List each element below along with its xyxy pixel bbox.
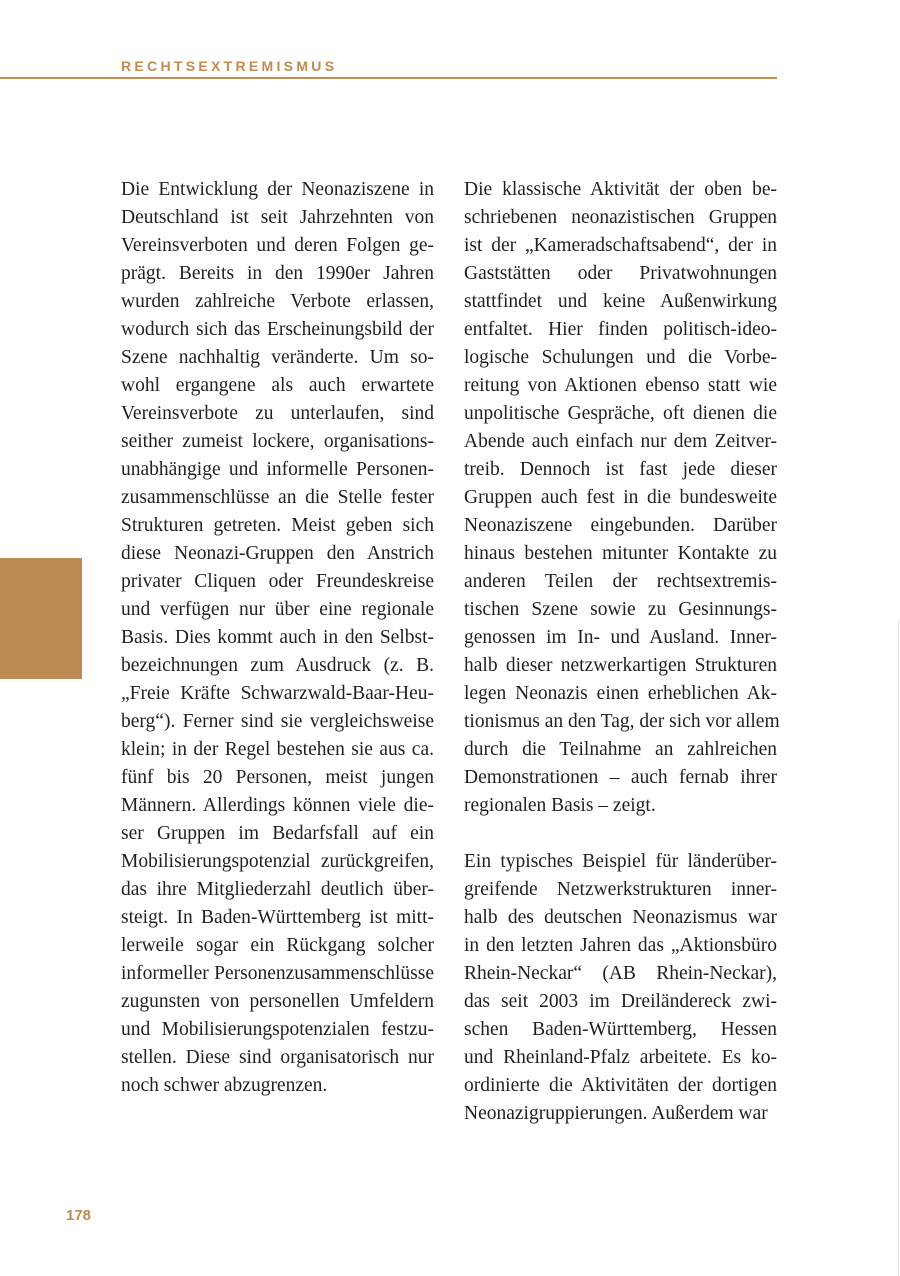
text-line: hinaus bestehen mitunter Kontakte zu [464,543,777,564]
text-line: lerweile sogar ein Rückgang solcher [121,935,434,956]
text-line: seither zumeist lockere, organisations- [121,431,434,452]
text-line: das seit 2003 im Dreiländereck zwi- [464,991,777,1012]
text-line: Die klassische Aktivität der oben be- [464,179,777,200]
text-line: privater Cliquen oder Freundeskreise [121,571,434,592]
text-line: ist der „Kameradschaftsabend“, der in [464,235,777,256]
right-column [464,176,780,1128]
text-line: entfaltet. Hier finden politisch-ideo- [464,319,777,340]
paragraph [464,176,780,820]
text-line: legen Neonazis einen erheblichen Ak- [464,683,777,704]
text-line: Rhein-Neckar“ (AB Rhein-Neckar), [464,963,777,984]
left-column [121,176,434,1100]
text-line: ser Gruppen im Bedarfsfall auf ein [121,823,434,844]
text-line: zusammenschlüsse an die Stelle fester [121,487,434,508]
text-line: stattfindet und keine Außenwirkung [464,291,777,312]
text-line: wodurch sich das Erscheinungsbild der [121,319,434,340]
text-line: schen Baden-Württemberg, Hessen [464,1019,777,1040]
text-line: Vereinsverbote zu unterlaufen, sind [121,403,434,424]
chapter-tab-marker [0,558,82,679]
text-line: durch die Teilnahme an zahlreichen [464,739,777,760]
text-line: reitung von Aktionen ebenso statt wie [464,375,777,396]
text-line: halb dieser netzwerkartigen Strukturen [464,655,777,676]
text-line: Neonaziszene eingebunden. Darüber [464,515,777,536]
text-line: in den letzten Jahren das „Aktionsbüro [464,935,777,956]
text-line: „Freie Kräfte Schwarzwald-Baar-Heu- [121,683,434,704]
text-line: Strukturen getreten. Meist geben sich [121,515,434,536]
paragraph [464,848,777,1128]
text-line: anderen Teilen der rechtsextremis- [464,571,777,592]
text-line: greifende Netzwerkstrukturen inner- [464,879,777,900]
text-line: Die Entwicklung der Neonaziszene in [121,179,434,200]
text-line: informeller Personenzusammenschlüsse [121,963,434,984]
text-line: unpolitische Gespräche, oft dienen die [464,403,777,424]
text-line: prägt. Bereits in den 1990er Jahren [121,263,434,284]
text-line: berg“). Ferner sind sie vergleichsweise [121,711,434,732]
text-line: ordinierte die Aktivitäten der dortigen [464,1075,777,1096]
text-line: und Rheinland-Pfalz arbeitete. Es ko- [464,1047,777,1068]
text-line: wurden zahlreiche Verbote erlassen, [121,291,434,312]
text-line: Männern. Allerdings können viele die- [121,795,434,816]
text-line: fünf bis 20 Personen, meist jungen [121,767,434,788]
text-line: regionalen Basis – zeigt. [464,795,656,816]
text-line: das ihre Mitgliederzahl deutlich über- [121,879,434,900]
text-line: Szene nachhaltig veränderte. Um so- [121,347,434,368]
text-line: tionismus an den Tag, der sich vor allem [464,711,780,732]
text-line: Ein typisches Beispiel für länderüber- [464,851,777,872]
text-line: unabhängige und informelle Personen- [121,459,434,480]
text-line: Neonazigruppierungen. Außerdem war [464,1103,768,1124]
text-line: zugunsten von personellen Umfeldern [121,991,434,1012]
text-line: Abende auch einfach nur dem Zeitver- [464,431,777,452]
text-line: schriebenen neonazistischen Gruppen [464,207,777,228]
text-line: Deutschland ist seit Jahrzehnten von [121,207,434,228]
text-line: bezeichnungen zum Ausdruck (z. B. [121,655,434,676]
text-line: stellen. Diese sind organisatorisch nur [121,1047,434,1068]
text-line: Gaststätten oder Privatwohnungen [464,263,777,284]
text-line: treib. Dennoch ist fast jede dieser [464,459,777,480]
text-line: genossen im In- und Ausland. Inner- [464,627,777,648]
page-number: 178 [66,1207,92,1224]
text-line: Demonstrationen – auch fernab ihrer [464,767,777,788]
text-line: und verfügen nur über eine regionale [121,599,434,620]
text-line: klein; in der Regel bestehen sie aus ca. [121,739,434,760]
text-line: Mobilisierungspotenzial zurückgreifen, [121,851,434,872]
text-line: und Mobilisierungspotenzialen festzu- [121,1019,434,1040]
text-line: Basis. Dies kommt auch in den Selbst- [121,627,434,648]
text-line: halb des deutschen Neonazismus war [464,907,777,928]
paragraph [121,176,434,1100]
text-line: wohl ergangene als auch erwartete [121,375,434,396]
header-rule [0,77,777,79]
text-line: noch schwer abzugrenzen. [121,1075,328,1096]
page-edge-line [898,620,899,1276]
text-line: Vereinsverboten und deren Folgen ge- [121,235,434,256]
text-line: steigt. In Baden-Württemberg ist mitt- [121,907,434,928]
text-line: tischen Szene sowie zu Gesinnungs- [464,599,777,620]
text-line: diese Neonazi-Gruppen den Anstrich [121,543,434,564]
text-line: Gruppen auch fest in die bundesweite [464,487,777,508]
running-header: RECHTSEXTREMISMUS [121,58,338,74]
paragraph-gap [464,820,777,848]
text-line: logische Schulungen und die Vorbe- [464,347,777,368]
